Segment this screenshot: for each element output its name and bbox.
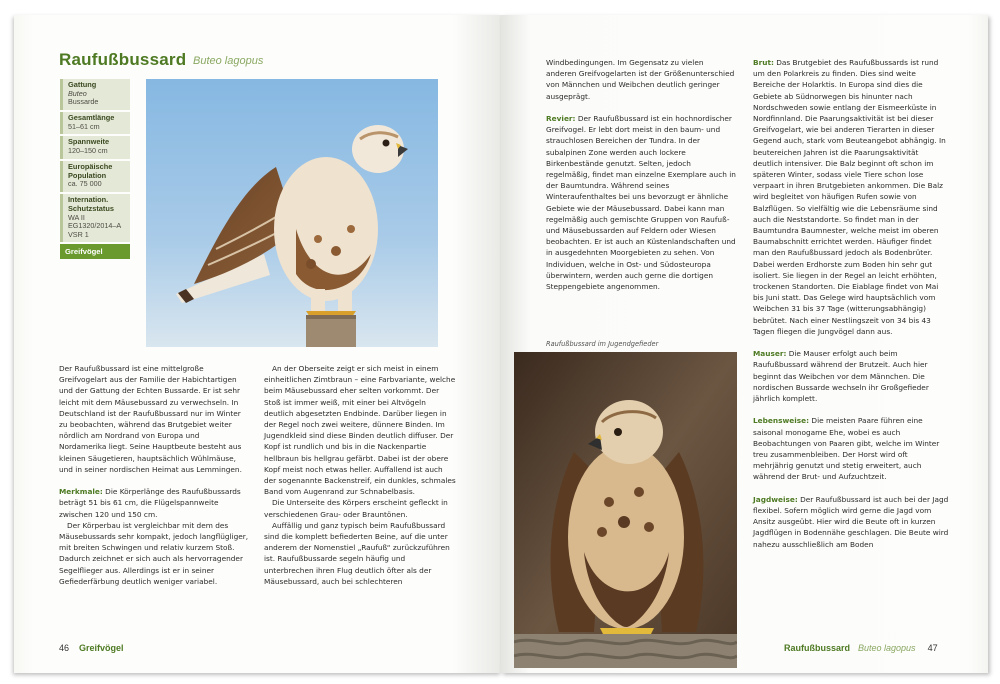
buzzard-juvenile-illustration xyxy=(514,352,737,668)
infobox-value: ca. 75 000 xyxy=(68,179,102,189)
left-text-column-1 xyxy=(59,363,249,587)
paragraph-mauser xyxy=(753,348,949,404)
buzzard-photo-juvenile xyxy=(514,352,737,668)
category-tag: Greifvögel xyxy=(60,244,130,259)
paragraph-text: Der Raufußbussard ist ein hochnordischer Greifvogel. Er lebt dort meist in den baum- und strauchlosen Bereichen der Tundra. In der subalpinen Zone werden auch lockere Birkenbestände genutzt. Selten, jedoch regelmäßig, findet man einzelne Exemplare auch in der Baumtundra. Während seines Winteraufenthaltes bei uns bevorzugt er ähnliche Gebiete wie der Mäusebussard. Dabei kann man regelmäßig auch gemischte Gruppen von Raufuß- und Mäusebussarden auf Feldern oder Wiesen beobachten. Er ist auch an Küstenlandschaften und in ausgedehnten Moorgebieten zu sehen. Von Individuen, welche in Ost- und Südosteuropa überwintern, werden auch gerne die dortigen Steppengebiete angenommen. xyxy=(546,114,736,292)
paragraph-text: Die Mauser erfolgt auch beim Raufußbussard während der Brutzeit. Auch hier beginnt das Weibchen vor dem Männchen. Die nordischen Bussarde wechseln ihr Großgefieder jährlich komplett. xyxy=(753,349,929,404)
buzzard-adult-illustration xyxy=(146,79,438,347)
book-spread xyxy=(14,15,988,673)
running-section: Greifvögel xyxy=(79,643,124,653)
paragraph: Die Unterseite des Körpers erscheint gefleckt in verschiedenen Grau- oder Brauntönen. xyxy=(264,498,448,519)
paragraph-brut xyxy=(753,57,949,337)
section-lead: Lebensweise: xyxy=(753,416,810,426)
infobox-value: VSR 1 xyxy=(68,229,89,239)
infobox-length xyxy=(60,112,130,134)
paragraph: An der Oberseite zeigt er sich meist in einem einheitlichen Zimtbraun – eine Farbvariante, welche beim Mäusebussard eher selten vorkommt. Der Stoß ist immer weiß, mit einer bei Altvögeln deutlich abgesetzten Endbinde. Darüber liegen in der Regel noch zwei weitere, dünnere Binden. Im Jugendkleid sind diese Binden deutlich diffuser. Der Kopf ist rundlich und bis in die Nackenpartie hellbraun bis hellgrau gefärbt. Dabei ist der obere Kopf meist noch etwas heller. Auffallend ist auch der sogenannte Backenstreif, ein dunkles, schmales Band vom Augenrand zur Schnabelbasis. xyxy=(264,364,456,497)
section-lead: Merkmale: xyxy=(59,487,103,497)
section-lead: Jagdweise: xyxy=(753,494,798,504)
infobox-label: Spannweite xyxy=(68,137,110,147)
infobox-population xyxy=(60,161,130,192)
paragraph-jagdweise xyxy=(753,494,949,550)
infobox-value: Buteo xyxy=(68,88,87,98)
species-title: Raufußbussard xyxy=(59,50,187,69)
species-infobox xyxy=(60,79,130,259)
infobox-protection-status xyxy=(60,194,130,242)
section-lead: Revier: xyxy=(546,114,576,123)
left-folio xyxy=(59,643,124,653)
section-lead: Brut: xyxy=(753,58,774,67)
page-number: 46 xyxy=(59,643,70,653)
paragraph: Der Raufußbussard ist eine mittelgroße Greifvogelart aus der Familie der Habichtartigen und der Gattung der Echten Bussarde. Er ist sehr leicht mit dem Mäusebussard zu verwechseln. In Deutschland ist der Raufußbussard nur im Winter zu beobachten, während das Brutgebiet weiter nördlich am Nordrand von Europa und Nordamerika liegt. Seine Hauptbeute besteht aus kleinen Säugetieren, hauptsächlich Wühlmäuse, und in seiner nordischen Heimat aus Lemmingen. xyxy=(59,364,242,474)
paragraph-text: Der Raufußbussard ist auch bei der Jagd flexibel. Sofern möglich wird gerne die Jagd vom Ansitz ausgeübt. Hier wird die Beute oft in kurzen Jagdflügen in Bodennähe geschlagen. Die Beute wird nahezu ausschließlich am Boden xyxy=(753,494,949,549)
section-lead: Mauser: xyxy=(753,349,787,359)
photo-caption: Raufußbussard im Jugendgefieder xyxy=(546,340,659,348)
left-page xyxy=(14,15,501,673)
paragraph: Windbedingungen. Im Gegensatz zu vielen anderen Greifvogelarten ist der Größenunterschied von Männchen und Weibchen deutlich geringer ausgeprägt. xyxy=(546,58,735,101)
right-text-column-2 xyxy=(753,57,949,550)
paragraph: Auffällig und ganz typisch beim Raufußbussard sind die komplett befiederten Beine, auf die unter anderem der Nomenstiel „Raufuß“ zurückzuführen ist. Raufußbussarde segeln häufig und unterbrechen ihren Flug deutlich öfter als der Mäusebussard, auch bei schlechteren xyxy=(264,520,450,586)
running-section: Raufußbussard xyxy=(784,643,851,653)
infobox-value: Bussarde xyxy=(68,97,99,107)
infobox-genus xyxy=(60,79,130,110)
paragraph-text: Die Körperlänge des Raufußbussards beträgt 51 bis 61 cm, die Flügelspannweite zwischen 120 und 150 cm. xyxy=(59,487,241,519)
infobox-value: 120–150 cm xyxy=(68,146,108,156)
paragraph-revier xyxy=(546,113,736,292)
infobox-value: WA II xyxy=(68,212,85,222)
right-text-column-1 xyxy=(546,57,736,292)
paragraph-lebensweise xyxy=(753,415,949,482)
infobox-label: Internation. Schutzstatus xyxy=(68,194,114,213)
species-latin-name: Buteo lagopus xyxy=(193,55,264,67)
running-latin-name: Buteo lagopus xyxy=(858,643,916,653)
infobox-label: Gesamtlänge xyxy=(68,112,115,122)
right-folio xyxy=(784,643,938,653)
paragraph-merkmale xyxy=(59,486,249,520)
right-page xyxy=(501,15,988,673)
infobox-wingspan xyxy=(60,136,130,158)
paragraph-text: Das Brutgebiet des Raufußbussards ist rund um den Polarkreis zu finden. Dies sind weite Bereiche der Holarktis. In Europa sind dies die Gebiete ab Südnorwegen bis hinunter nach Nordschweden sowie entlang der Eismeerküste in Nordfinnland. Die Paarungsaktivität ist bei dieser Greifvogelart, wie bei anderen Tierarten in dieser Gegend auch, stark vom Beuteangebot abhängig. In beutereichen Jahren ist die Paarungsaktivität deutlich intensiver. Die Balz beginnt oft schon im späteren Winter, sodass viele Tiere schon lose verpaart in ihren Brutgebieten ankommen. Die Balz wird begleitet von häufigen Rufen sowie von Balzflügen. So vielfältig wie die Lebensräume sind auch die Neststandorte. So findet man in der Baumtundra Baumnester, welche meist im oberen Baumabschnitt errichtet werden. Häufiger findet man den Raufußbussard jedoch als Bodenbrüter. Dabei werden Erdhorste zum Boden hin sehr gut isoliert. Sie liegen in der Regel an leicht erhöhten, trockenen Standorten. Die Eiablage findet von Mai bis Juni statt. Das Gelege wird hauptsächlich vom Weibchen 31 bis 37 Tage (witterungsabhängig) bebrütet. Nach einer Nestlingszeit von 34 bis 43 Tagen fliegen die Jungvögel dann aus. xyxy=(753,58,946,336)
left-text-column-2 xyxy=(264,363,456,587)
infobox-label: Gattung xyxy=(68,80,97,89)
infobox-value: EG1320/2014–A xyxy=(68,221,122,231)
page-number: 47 xyxy=(927,643,938,653)
paragraph: Der Körperbau ist vergleichbar mit dem des Mäusebussards sehr kompakt, jedoch langflügliger, mit breiten Schwingen und relativ kurzem Stoß. Dadurch zeichnet er sich auch als hervorragender Segelflieger aus. Allerdings ist er in seiner Gefiederfärbung deutlich weniger variabel. xyxy=(59,520,249,586)
paragraph-text: Die meisten Paare führen eine saisonal monogame Ehe, wobei es auch Beobachtungen von Paaren gibt, welche im Winter treu zusammenbleiben. Der Horst wird oft mehrjährig genutzt und stetig erweitert, auch während der Brut- und Aufzuchtzeit. xyxy=(753,416,940,482)
buzzard-photo-adult xyxy=(146,79,438,347)
infobox-value: 51–61 cm xyxy=(68,121,100,131)
infobox-label: Europäische Population xyxy=(68,161,113,180)
